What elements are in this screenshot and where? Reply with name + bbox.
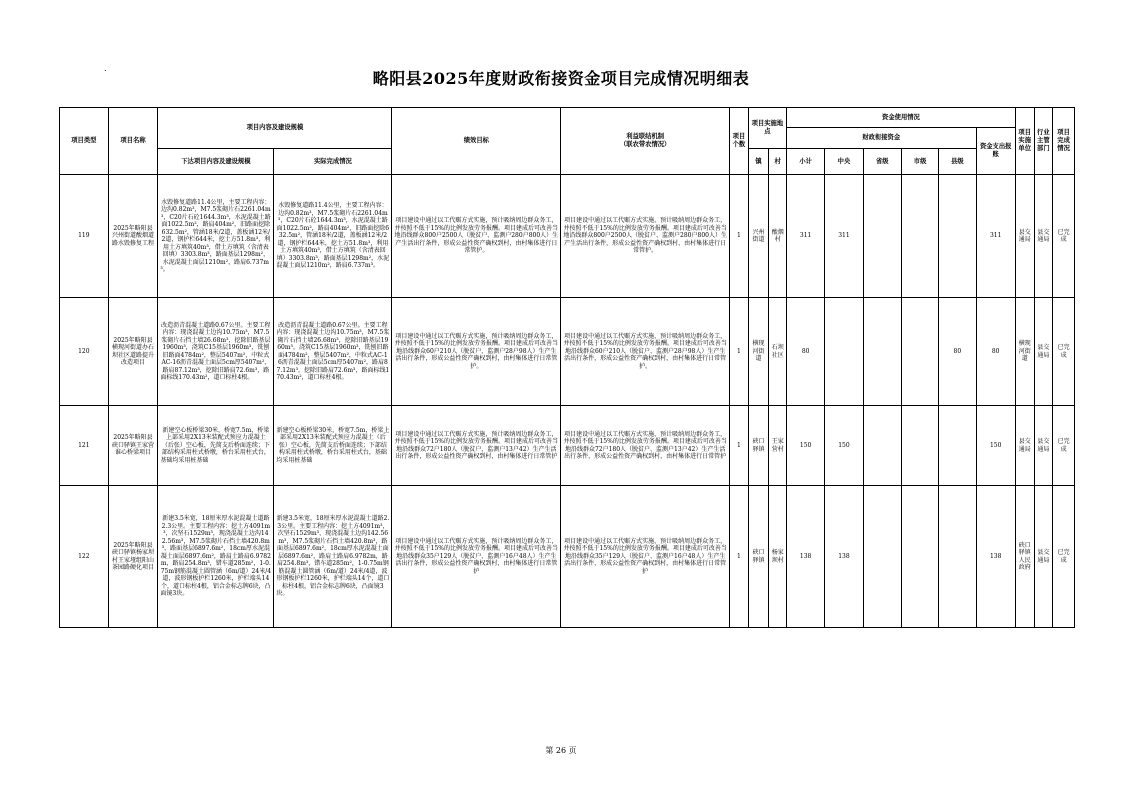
cell-provincial: [863, 486, 901, 628]
cell-name: 2025年略阳县兴州街道酸烟道路水毁修复工程: [108, 175, 158, 298]
cell-count: 1: [730, 298, 749, 406]
cell-benefit: 项目建设中通过以工代赈方式实施，预计吸纳周边群众务工，并按照不低于15%的比例发放劳务报酬。项目建成后可改善当地沿线群众60户210人（脱贫户、监测户28户98人）生产生活出行条件，形成公益性资产确权到村，由村集体进行日常管护。: [561, 298, 730, 406]
cell-county: [939, 486, 976, 628]
cell-reimbursed: 150: [976, 406, 1015, 486]
header-goal: 绩效目标: [392, 108, 561, 175]
cell-central: 138: [825, 486, 863, 628]
header-impl-unit: 项目实施单位: [1015, 108, 1034, 175]
cell-planned: 水毁修复道路11.4公里，主要工程内容：边沟0.82m³，M7.5浆砌片石2261.04m³，C20片石砼1644.3m³，水泥混凝土路面1022.5m²，路肩404m²，旧路面挖除632.5m²，管涵18米/2道，盖板涵12米/2道，钢护栏644米，挖土方51.8m³，利用土方填筑40m³，借土方填筑（含清表回填）3303.8m³，路面基层1298m²，水泥混凝土面层1210m²，路肩6.737m³。: [158, 175, 274, 298]
table-row: [60, 298, 1075, 406]
table-row: [60, 175, 1075, 298]
cell-dept: 县交通局: [1034, 406, 1053, 486]
cell-completion: 已完成: [1053, 406, 1075, 486]
cell-count: 1: [730, 175, 749, 298]
cell-reimbursed: 311: [976, 175, 1015, 298]
cell-benefit: 项目建设中通过以工代赈方式实施，预计吸纳周边群众务工，并按照不低于15%的比例发放劳务报酬。项目建成后可改善当地沿线群众800户2500人（脱贫户、监测户280户800人）生产生活出行条件，形成公益性资产确权到村，由村集体进行日常管护。: [561, 175, 730, 298]
cell-county: [939, 175, 976, 298]
header-content-group: 项目内容及建设规模: [158, 108, 392, 149]
cell-impl-unit: 县交通局: [1015, 406, 1034, 486]
header-subtotal: 小计: [787, 149, 825, 175]
cell-city: [901, 406, 938, 486]
header-project-type: 项目类型: [60, 108, 109, 175]
table-row: [60, 486, 1075, 628]
cell-name: 2025年略阳县横现河街道办石坝社区道路提升改造项目: [108, 298, 158, 406]
cell-subtotal: 311: [787, 175, 825, 298]
cell-actual: 改造沥青混凝土道路0.67公里。主要工程内容：现浇混凝土边沟10.75m³，M7.5浆砌片石挡土墙26.68m³，挖除旧路基层1960m³，浇筑C15基层1960m³，铣刨旧路面4784m²，整层5407m²，中粒式AC-16沥青混凝土面层5cm厚5407m²，路肩87.12m³，挖除旧路肩72.6m³，路面标线170.43m²，道口标柱4根。: [274, 298, 392, 406]
cell-type: 121: [60, 406, 109, 486]
cell-actual: 新建空心板桥梁30米，桥宽7.5m，桥梁上部采用2X13米装配式预应力混凝土（后张）空心板，先简支后桥面连续；下部结构采用柱式桥墩，桥台采用柱式台，基础均采用桩基础: [274, 406, 392, 486]
cell-provincial: [863, 175, 901, 298]
cell-name: 2025年略阳县硖口驿镇王家营谁心桥梁项目: [108, 406, 158, 486]
cell-type: 122: [60, 486, 109, 628]
page-number: 第 26 页: [545, 746, 577, 755]
cell-town: 兴州街道: [748, 175, 769, 298]
page-title: 略阳县2025年度财政衔接资金项目完成情况明细表: [372, 69, 750, 88]
cell-goal: 项目建设中通过以工代赈方式实施，预计吸纳周边群众务工，并按照不低于15%的比例发放劳务报酬。项目建成后可改善当地沿线群众35户129人（脱贫户、监测户16户48人）生产生活出行条件，形成公益性资产确权到村，由村集体进行日常管护: [392, 486, 561, 628]
cell-impl-unit: 县交通局: [1015, 175, 1034, 298]
header-completion: 项目完成情况: [1053, 108, 1075, 175]
cell-benefit: 项目建设中通过以工代赈方式实施，预计吸纳周边群众务工，并按照不低于15%的比例发放劳务报酬。项目建成后可改善当地沿线群众35户129人（脱贫户、监测户16户48人）生产生活出行条件，形成公益性资产确权到村，由村集体进行日常管护: [561, 486, 730, 628]
cell-subtotal: 138: [787, 486, 825, 628]
cell-city: [901, 298, 938, 406]
cell-impl-unit: 横现河街道: [1015, 298, 1034, 406]
header-count: 项目个数: [730, 108, 749, 175]
cell-village: 杨家坝村: [769, 486, 787, 628]
cell-impl-unit: 硖口驿镇人民政府: [1015, 486, 1034, 628]
cell-county: 80: [939, 298, 976, 406]
header-benefit-line1: 利益联结机制: [626, 133, 665, 141]
cell-planned: 新建3.5米宽，18厘米厚水泥混凝土道路2.3公里。主要工程内容：挖土方4091m³，次坚石1529m³，现浇混凝土边沟142.56m³，M7.5浆砌片石挡土墙420.8m³，路面基层6897.6m²，18cm厚水泥混凝土面层6897.6m²，路肩土路肩6.9782m，路肩254.8m³，错车道285m²，1-0.75m钢筋混凝土圆管涵（6m/道）24米/4道，波形钢板护栏1260米，护栏端头14个，道口标柱4根，铝合金标志牌6块，凸面镜3块。: [158, 486, 274, 628]
header-project-name: 项目名称: [108, 108, 158, 175]
project-table: [59, 107, 1075, 628]
cell-city: [901, 175, 938, 298]
cell-completion: 已完成: [1053, 486, 1075, 628]
header-benefit: [561, 108, 730, 175]
cell-completion: 已完成: [1053, 175, 1075, 298]
cell-dept: 县交通局: [1034, 298, 1053, 406]
cell-actual: 新建3.5米宽，18厘米厚水泥混凝土道路2.3公里。主要工程内容：挖土方4091m³，次坚石1529m³，现浇混凝土边沟142.56m³，M7.5浆砌片石挡土墙420.8m³，路面基层6897.6m²，18cm厚水泥混凝土面层6897.6m²，路肩土路肩6.9782m，路肩254.8m³，错车道285m²，1-0.75m钢筋混凝土圆管涵（6m/道）24米/4道，波形钢板护栏1260米，护栏端头14个，道口标柱4根，铝合金标志牌6块，凸面镜3块。: [274, 486, 392, 628]
cell-reimbursed: 138: [976, 486, 1015, 628]
cell-central: [825, 298, 863, 406]
cell-goal: 项目建设中通过以工代赈方式实施，预计吸纳周边群众务工，并按照不低于15%的比例发放劳务报酬。项目建成后可改善当地沿线群众72户180人（脱贫户、监测户13户42）生产生活出行条件，形成公益性资产确权到村，由村集体进行日常管护: [392, 406, 561, 486]
cell-type: 120: [60, 298, 109, 406]
cell-town: 硖口驿镇: [748, 486, 769, 628]
cell-provincial: [863, 406, 901, 486]
header-content-actual: 实际完成情况: [274, 149, 392, 175]
header-funds-group: 资金使用情况: [787, 108, 1016, 128]
cell-count: 1: [730, 486, 749, 628]
header-provincial: 省级: [863, 149, 901, 175]
cell-provincial: [863, 298, 901, 406]
cell-dept: 县交通局: [1034, 175, 1053, 298]
cell-planned: 新建空心板桥梁30米，桥宽7.5m，桥梁上部采用2X13米装配式预应力混凝土（后张）空心板，先简支后桥面连续；下部结构采用柱式桥墩，桥台采用柱式台，基础均采用桩基础: [158, 406, 274, 486]
header-location: 项目实施地点: [748, 108, 786, 149]
header-benefit-line2: （联农带农情况）: [619, 141, 671, 148]
cell-planned: 改造沥青混凝土道路0.67公里。主要工程内容：现浇混凝土边沟10.75m³，M7.5浆砌片石挡土墙26.68m³，挖除旧路基层1960m³，浇筑C15基层1960m³，铣刨旧路面4784m²，整层5407m²，中粒式AC-16沥青混凝土面层5cm厚5407m²，路肩87.12m³，挖除旧路肩72.6m³，路面标线170.43m²，道口标柱4根。: [158, 298, 274, 406]
cell-village: 石坝社区: [769, 298, 787, 406]
header-city: 市级: [901, 149, 938, 175]
cell-village: 酸烟村: [769, 175, 787, 298]
header-village: 村: [769, 149, 787, 175]
cell-village: 王家营村: [769, 406, 787, 486]
cell-actual: 水毁修复道路11.4公里，主要工程内容：边沟0.82m³，M7.5浆砌片石2261.04m³，C20片石砼1644.3m³，水泥混凝土路面1022.5m²，路肩404m²，旧路面挖除632.5m²，管涵18米/2道，盖板涵12米/2道，钢护栏644米，挖土方51.8m³，利用土方填筑40m³，借土方填筑（含清表回填）3303.8m³，路面基层1298m²，水泥混凝土面层1210m²，路肩6.737m³。: [274, 175, 392, 298]
cell-town: 硖口驿镇: [748, 406, 769, 486]
header-dept: 行业主管部门: [1034, 108, 1053, 175]
table-row: [60, 406, 1075, 486]
cell-subtotal: 150: [787, 406, 825, 486]
cell-count: 1: [730, 406, 749, 486]
header-fiscal-group: 财政衔接资金: [787, 128, 977, 149]
cell-reimbursed: 80: [976, 298, 1015, 406]
cell-central: 150: [825, 406, 863, 486]
cell-city: [901, 486, 938, 628]
header-central: 中央: [825, 149, 863, 175]
header-county: 县级: [939, 149, 976, 175]
cell-dept: 县交通局: [1034, 486, 1053, 628]
cell-town: 横现河街道: [748, 298, 769, 406]
header-reimbursed: 资金支出报账: [976, 128, 1015, 175]
cell-goal: 项目建设中通过以工代赈方式实施，预计吸纳周边群众务工，并按照不低于15%的比例发放劳务报酬。项目建成后可改善当地沿线群众800户2500人（脱贫户、监测户280户800人）生产生活出行条件，形成公益性资产确权到村，由村集体进行日常管护。: [392, 175, 561, 298]
corner-mark-dot: .: [104, 64, 107, 73]
cell-central: 311: [825, 175, 863, 298]
header-town: 镇: [748, 149, 769, 175]
cell-name: 2025年略阳县硖口驿镇杨家坝村王家垭组阳山茶园路硬化项目: [108, 486, 158, 628]
cell-county: [939, 406, 976, 486]
header-content-planned: 下达项目内容及建设规模: [158, 149, 274, 175]
cell-type: 119: [60, 175, 109, 298]
cell-completion: 已完成: [1053, 298, 1075, 406]
cell-goal: 项目建设中通过以工代赈方式实施，预计吸纳周边群众务工，并按照不低于15%的比例发放劳务报酬。项目建成后可改善当地沿线群众60户210人（脱贫户、监测户28户98人）生产生活出行条件，形成公益性资产确权到村，由村集体进行日常管护。: [392, 298, 561, 406]
cell-benefit: 项目建设中通过以工代赈方式实施，预计吸纳周边群众务工，并按照不低于15%的比例发放劳务报酬。项目建成后可改善当地沿线群众72户180人（脱贫户、监测户13户42）生产生活出行条件，形成公益性资产确权到村，由村集体进行日常管护: [561, 406, 730, 486]
cell-subtotal: 80: [787, 298, 825, 406]
